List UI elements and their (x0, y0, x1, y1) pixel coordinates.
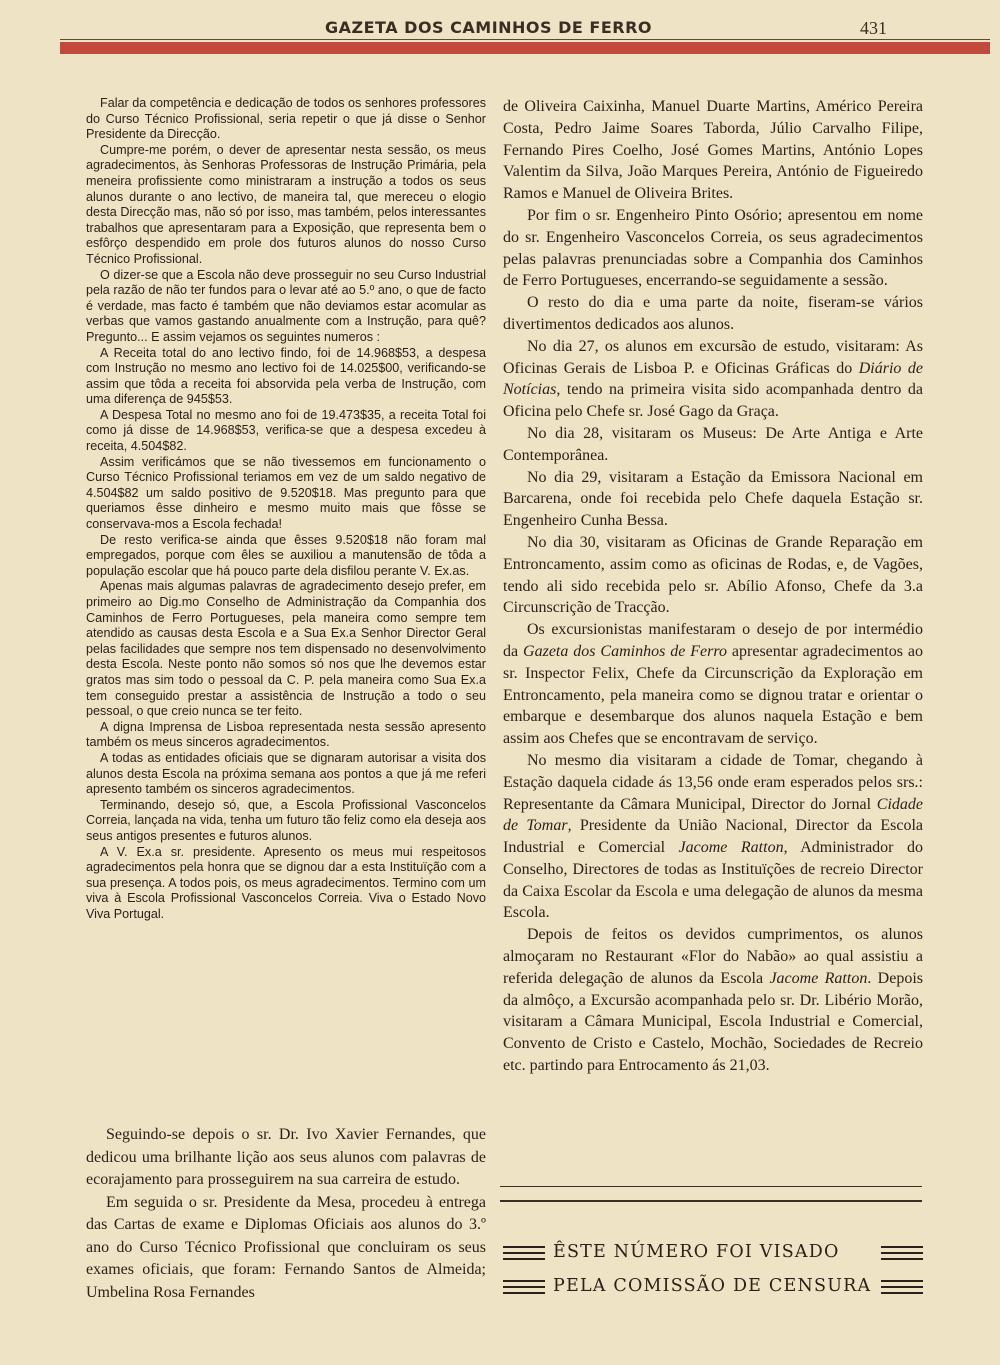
text-run: No mesmo dia visitaram a cidade de Tomar, chegando à Estação daquela cidade ás 13,56 onde eram esperados pelos srs.: Representante da Câmara Municipal, Director do Jornal (503, 751, 923, 813)
speech-paragraph: A digna Imprensa de Lisboa representada nesta sessão apresento também os meus sinceros agradecimentos. (86, 719, 486, 750)
speech-paragraph: De resto verifica-se ainda que êsses 9.520$18 não foram mal empregados, porque com êles se auxiliou a manutensão de tôda a população escolar que há pouco parte dela disfilou perante V. Ex.as. (86, 532, 486, 578)
report-paragraph (503, 619, 923, 750)
left-column-report (86, 1124, 486, 1304)
text-run: Depois de feitos os devidos cumprimentos, os alunos almoçaram no Restaurant «Flor do Nabão» ao qual assistiu a referida delegação de alunos da Escola (503, 926, 923, 987)
report-paragraph (503, 750, 923, 924)
ornament-dashes (881, 1280, 923, 1296)
speech-paragraph: Assim verificámos que se não tivessemos em funcionamento o Curso Técnico Profissional teriamos em vez de um saldo negativo de 4.504$82 um saldo positivo de 9.520$18. Mas pregunto para que queriamos êsse dinheiro e mesmo muito mais que fôsse se conservava-mos a Escola fechada! (86, 454, 486, 532)
school-name: Jacome Ratton (678, 839, 784, 857)
report-paragraph: de Oliveira Caixinha, Manuel Duarte Martins, Américo Pereira Costa, Pedro Jaime Soares Taborda, Júlio Carvalho Filipe, Fernando Pires Coelho, José Gomes Martins, António Lopes Valentim da Silva, João Marques Pereira, António de Figueiredo Ramos e Manuel de Oliveira Brites. (503, 98, 923, 203)
right-column-report (503, 96, 923, 1077)
left-column-speech (86, 96, 486, 922)
masthead-rule (60, 39, 990, 40)
masthead (60, 14, 990, 58)
text-run: , tendo na primeira visita sido acompanhada dentro da Oficina pelo Chefe sr. José Gago da Graça. (503, 381, 923, 421)
page-number: 431 (860, 18, 887, 38)
speech-paragraph: A Despesa Total no mesmo ano foi de 19.473$35, a receita Total foi como já disse de 14.968$53, verifica-se que a despesa excedeu à receita, 4.504$82. (86, 407, 486, 454)
censorship-notice (503, 1242, 923, 1310)
text-run: , Administrador do Conselho, Directores de todas as Instituïções de recreio Director da Caixa Escolar da Escola e uma delegação de alunos da mesma Escola. (503, 839, 924, 922)
censor-text: ÊSTE NÚMERO FOI VISADO (553, 1242, 840, 1262)
speech-paragraph: Apenas mais algumas palavras de agradecimento desejo prefer, em primeiro ao Dig.mo Conselho de Administração da Companhia dos Caminhos de Ferro Portugueses, pela maneira como sempre tem atendido as causas desta Escola e a Sua Ex.a Senhor Director Geral pelas facilidades que sempre nos tem dispensado no desenvolvimento desta Escola. Neste ponto não somos só nos que lhe devemos estar gratos mas sim todo o pessoal da C. P. pela maneira como Sua Ex.a tem conseguido prestar a assistência de Instrução a todo o seu pessoal, o que creio nunca se ter feito. (86, 579, 486, 719)
censor-line (503, 1242, 923, 1276)
text-run: apresentar agradecimentos ao sr. Inspector Felix, Chefe da Circunscrição da Exploração em Entroncamento, pela maneira como se dignou tratar e orientar o embarque e desembarque dos alunos naquela Estação e bem assim aos Chefes que se encontravam de serviço. (503, 642, 923, 748)
report-paragraph: No dia 30, visitaram as Oficinas de Grande Reparação em Entroncamento, assim como as oficinas de Rodas, e, de Vagões, tendo ali sido recebida pelo sr. Abílio Afonso, Chefe da 3.a Circunscrição de Tracção. (503, 533, 923, 617)
divider-line (500, 1200, 922, 1202)
speech-paragraph: A todas as entidades oficiais que se dignaram autorisar a visita dos alunos desta Escola na próxima semana aos pontos a que já me referi apresento também os sinceros agradecimentos. (86, 750, 486, 797)
report-paragraph: Por fim o sr. Engenheiro Pinto Osório; apresentou em nome do sr. Engenheiro Vasconcelos Correia, os seus agradecimentos pelas palavras prenunciadas sobre a Companhia dos Caminhos de Ferro Portugueses, encerrando-se seguidamente a sessão. (503, 206, 923, 290)
divider-line (500, 1186, 922, 1187)
ornament-dashes (503, 1280, 545, 1296)
report-paragraph: O resto do dia e uma parte da noite, fiseram-se vários divertimentos dedicados aos alunos. (503, 294, 923, 333)
text-run: No dia 27, os alunos em excursão de estudo, visitaram: As Oficinas Gerais de Lisboa P. e Oficinas Gráficas do (503, 337, 923, 377)
speech-paragraph: Cumpre-me porém, o dever de apresentar nesta sessão, os meus agradecimentos, às Senhoras Professoras de Instrução Primária, pela meneira profissiente como ministraram a instrução a todos os seus alunos durante o ano lectivo, de maneira tal, que mereceu o elogio desta Direcção mas, não só por isso, mas também, pelos interessantes trabalhos que apresentaram para a Exposição, que representa bem o esfôrço despendido em prole dos futuros alunos do nosso Curso Técnico Profissional. (86, 142, 486, 266)
text-run: . Depois da almôço, a Excursão acompanhada pelo sr. Dr. Libério Morão, visitaram a Câmara Municipal, Escola Industrial e Comercial, Convento de Cristo e Castelo, Mochão, Sociedades de Recreio etc. partindo para Entrocamento ás 21,03. (503, 969, 924, 1075)
report-paragraph: No dia 28, visitaram os Museus: De Arte Antiga e Arte Contemporânea. (503, 424, 923, 464)
report-paragraph: Em seguida o sr. Presidente da Mesa, procedeu à entrega das Cartas de exame e Diplomas Oficiais aos alunos do 3.º ano do Curso Técnico Profissional que concluiram os seus exames oficiais, que foram: Fernando Santos de Almeida; Umbelina Rosa Fernandes (86, 1193, 486, 1301)
school-name: Jacome Ratton (769, 969, 868, 987)
report-paragraph (503, 924, 923, 1077)
speech-paragraph: Falar da competência e dedicação de todos os senhores professores do Curso Técnico Profissional, seria repetir o que já disse o Senhor Presidente da Direcção. (86, 96, 486, 142)
newspaper-name: Cidade de Tomar (503, 795, 923, 835)
speech-paragraph: A Receita total do ano lectivo findo, foi de 14.968$53, a despesa com Instrução no mesmo ano lectivo foi de 14.025$00, verificando-se assim que tôda a receita foi absorvida pela verba de Instrução, com uma diferença de 945$53. (86, 345, 486, 407)
censor-line (503, 1276, 923, 1310)
newspaper-name: Diário de Notícias (503, 359, 923, 399)
speech-paragraph: O dizer-se que a Escola não deve prosseguir no seu Curso Industrial pela razão de não ter fundos para o levar até ao 5.º ano, o que de facto é verdade, mas facto é também que não deviamos estar acomular as verbas que vamos gastando anualmente com a Instrução, para quê? Pregunto... E assim vejamos os seguintes numeros : (86, 267, 486, 344)
censor-text: PELA COMISSÃO DE CENSURA (553, 1276, 872, 1296)
speech-paragraph: A V. Ex.a sr. presidente. Apresento os meus mui respeitosos agradecimentos pela honra que se dignou dar a esta Instituïção com a sua presença. A todos pois, os meus agradecimentos. Termino com um viva à Escola Profissional Vasconcelos Correia. Viva o Estado Novo Viva Portugal. (86, 844, 486, 921)
masthead-red-band (60, 42, 990, 54)
report-paragraph (503, 336, 923, 423)
text-run: Os excursionistas manifestaram o desejo de por intermédio da (503, 621, 923, 660)
publication-title: GAZETA DOS CAMINHOS DE FERRO (325, 18, 653, 37)
ornament-dashes (881, 1246, 923, 1262)
report-paragraph: No dia 29, visitaram a Estação da Emissora Nacional em Barcarena, onde foi recebida pelo Chefe daquela Estação sr. Engenheiro Cunha Bessa. (503, 468, 923, 530)
section-divider (500, 1186, 922, 1210)
ornament-dashes (503, 1246, 545, 1262)
report-paragraph: Seguindo-se depois o sr. Dr. Ivo Xavier Fernandes, que dedicou uma brilhante lição aos seus alunos com palavras de ecorajamento para prosseguirem na sua carreira de estudo. (86, 1126, 486, 1188)
text-run: , Presidente da União Nacional, Director da Escola Industrial e Comercial (503, 817, 924, 857)
publication-name: Gazeta dos Caminhos de Ferro (523, 642, 727, 660)
speech-paragraph: Terminando, desejo só, que, a Escola Profissional Vasconcelos Correia, lançada na vida, tenha um futuro tão feliz como ela deseja aos seus antigos presentes e futuros alunos. (86, 797, 486, 843)
